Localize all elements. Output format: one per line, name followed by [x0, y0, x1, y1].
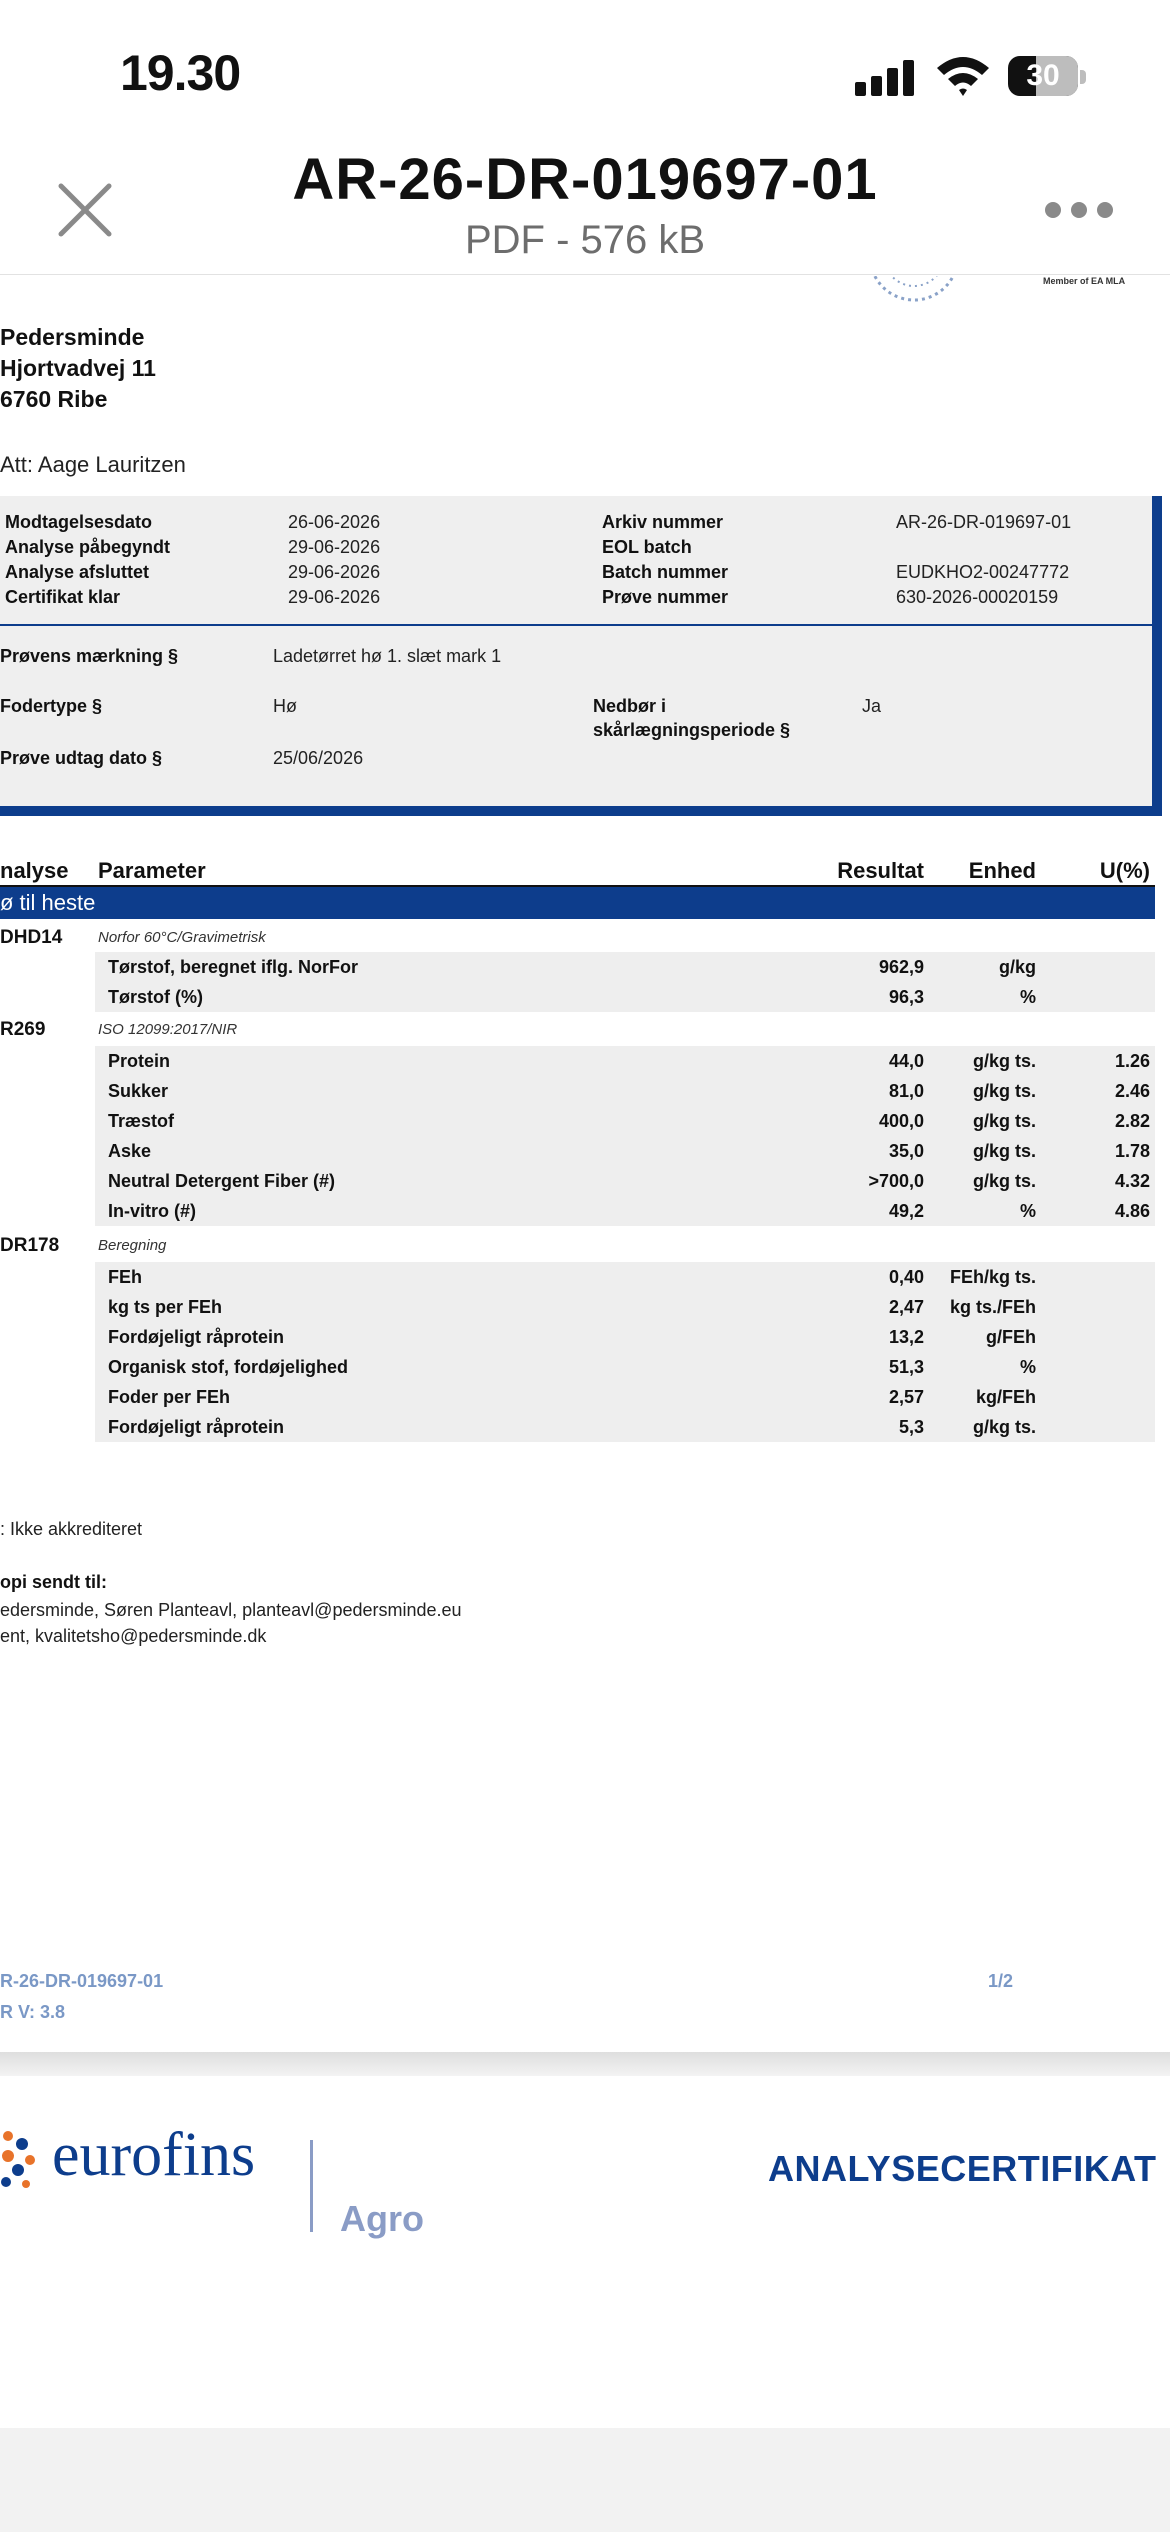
column-header-analyse: nalyse — [0, 858, 69, 883]
info-label: Analyse afsluttet — [5, 562, 150, 582]
battery-icon — [1008, 56, 1078, 96]
info-value: 29-06-2026 — [288, 587, 381, 607]
info-label: EOL batch — [602, 537, 692, 557]
parameter-result: 0,40 — [888, 1267, 924, 1287]
info-divider — [0, 624, 1152, 626]
parameter-name: Fordøjeligt råprotein — [108, 1327, 285, 1347]
pdf-page-1[interactable] — [0, 276, 1170, 2052]
method-description: Beregning — [98, 1237, 167, 1254]
parameter-uncertainty: 2.46 — [1114, 1081, 1150, 1101]
parameter-result: 81,0 — [888, 1081, 924, 1101]
info-label: Prøvens mærkning § — [0, 646, 179, 666]
parameter-result: 962,9 — [878, 957, 924, 977]
more-options-icon[interactable] — [1045, 198, 1115, 222]
parameter-name: Neutral Detergent Fiber (#) — [108, 1171, 336, 1191]
parameter-unit: g/kg ts. — [972, 1171, 1036, 1191]
battery-level: 30 — [1026, 59, 1060, 92]
parameter-name: FEh — [108, 1267, 142, 1287]
table-section-title: ø til heste — [0, 890, 96, 915]
parameter-name: Tørstof (%) — [108, 987, 203, 1007]
document-title: AR-26-DR-019697-01 — [292, 147, 878, 212]
parameter-uncertainty: 1.26 — [1114, 1051, 1150, 1071]
parameter-result: >700,0 — [868, 1171, 924, 1191]
info-value: Ladetørret hø 1. slæt mark 1 — [273, 646, 502, 666]
eurofins-logo-icon — [0, 2126, 40, 2196]
parameter-result: 400,0 — [878, 1111, 924, 1131]
parameter-uncertainty: 1.78 — [1114, 1141, 1150, 1161]
viewer-bottom-area — [0, 2428, 1170, 2532]
info-value: 29-06-2026 — [288, 562, 381, 582]
column-header-enhed: Enhed — [968, 858, 1036, 883]
parameter-name: kg ts per FEh — [108, 1297, 223, 1317]
parameter-unit: g/kg ts. — [972, 1111, 1036, 1131]
footer-reference: R-26-DR-019697-01 — [0, 1971, 164, 1991]
parameter-result: 35,0 — [888, 1141, 924, 1161]
parameter-uncertainty: 4.86 — [1114, 1201, 1150, 1221]
logo-separator — [310, 2140, 313, 2232]
method-description: ISO 12099:2017/NIR — [98, 1021, 238, 1038]
pdf-page-2[interactable] — [0, 2076, 1170, 2428]
footer-version: R V: 3.8 — [0, 2002, 66, 2022]
parameter-unit: g/kg ts. — [972, 1051, 1036, 1071]
parameter-result: 2,47 — [888, 1297, 924, 1317]
address-line: 6760 Ribe — [0, 386, 108, 412]
column-header-uncertainty: U(%) — [1099, 858, 1150, 883]
parameter-name: Organisk stof, fordøjelighed — [108, 1357, 349, 1377]
parameter-result: 96,3 — [888, 987, 924, 1007]
info-label: Prøve udtag dato § — [0, 748, 163, 768]
accreditation-seal-icon — [862, 276, 966, 304]
parameter-unit: FEh/kg ts. — [949, 1267, 1036, 1287]
copy-recipient: edersminde, Søren Planteavl, planteavl@pedersminde.eu — [0, 1600, 462, 1620]
method-code: R269 — [0, 1019, 46, 1040]
document-subtitle: PDF - 576 kB — [464, 218, 706, 262]
parameter-unit: % — [1019, 1201, 1036, 1221]
parameter-unit: g/kg — [998, 957, 1036, 977]
info-value: 29-06-2026 — [288, 537, 381, 557]
sample-info-box — [0, 496, 1162, 816]
method-code: DHD14 — [0, 927, 63, 948]
parameter-result: 44,0 — [888, 1051, 924, 1071]
parameter-unit: % — [1019, 987, 1036, 1007]
eurofins-logo-text: eurofins — [52, 2121, 256, 2189]
info-label: Batch nummer — [602, 562, 729, 582]
seal-caption: Member of EA MLA — [1043, 276, 1126, 286]
certificate-title: ANALYSECERTIFIKAT — [768, 2148, 1157, 2189]
info-value: Ja — [862, 696, 882, 716]
document-header — [0, 140, 1170, 275]
parameter-name: Protein — [108, 1051, 171, 1071]
column-header-resultat: Resultat — [837, 858, 924, 883]
parameter-uncertainty: 2.82 — [1114, 1111, 1150, 1131]
parameter-result: 51,3 — [888, 1357, 924, 1377]
copy-recipient: ent, kvalitetsho@pedersminde.dk — [0, 1626, 267, 1646]
parameter-unit: kg/FEh — [975, 1387, 1036, 1407]
signal-icon — [855, 60, 915, 96]
wifi-icon — [935, 52, 991, 98]
status-time: 19.30 — [120, 45, 241, 101]
parameter-unit: g/kg ts. — [972, 1081, 1036, 1101]
info-value: 630-2026-00020159 — [896, 587, 1059, 607]
logo-subtitle: Agro — [340, 2198, 424, 2239]
method-description: Norfor 60°C/Gravimetrisk — [98, 929, 266, 946]
parameter-unit: g/kg ts. — [972, 1141, 1036, 1161]
info-label: Nedbør i — [593, 696, 667, 716]
parameter-result: 13,2 — [888, 1327, 924, 1347]
parameter-result: 5,3 — [898, 1417, 924, 1437]
parameter-name: Aske — [108, 1141, 152, 1161]
table-row-group — [95, 1046, 1155, 1226]
parameter-uncertainty: 4.32 — [1114, 1171, 1150, 1191]
copy-sent-label: opi sendt til: — [0, 1572, 107, 1592]
parameter-unit: g/kg ts. — [972, 1417, 1036, 1437]
parameter-result: 2,57 — [888, 1387, 924, 1407]
info-value: 25/06/2026 — [273, 748, 364, 768]
info-value: Hø — [273, 696, 297, 716]
parameter-name: Sukker — [108, 1081, 169, 1101]
info-label: Analyse påbegyndt — [5, 537, 171, 557]
parameter-name: In-vitro (#) — [108, 1201, 196, 1221]
parameter-unit: kg ts./FEh — [949, 1297, 1036, 1317]
method-code: DR178 — [0, 1235, 60, 1256]
parameter-result: 49,2 — [888, 1201, 924, 1221]
info-label: Arkiv nummer — [602, 512, 724, 532]
info-label: Certifikat klar — [5, 587, 121, 607]
page-gap — [0, 2052, 1170, 2076]
address-line: Pedersminde — [0, 324, 145, 350]
status-bar — [0, 0, 1170, 150]
table-row-group — [95, 1262, 1155, 1442]
info-value: AR-26-DR-019697-01 — [896, 512, 1072, 532]
attention-line: Att: Aage Lauritzen — [0, 452, 186, 477]
parameter-name: Foder per FEh — [108, 1387, 231, 1407]
parameter-name: Tørstof, beregnet iflg. NorFor — [108, 957, 358, 977]
address-line: Hjortvadvej 11 — [0, 355, 156, 381]
info-label: Modtagelsesdato — [5, 512, 153, 532]
parameter-unit: g/FEh — [986, 1327, 1036, 1347]
info-value: 26-06-2026 — [288, 512, 381, 532]
table-section-bar — [0, 887, 1155, 919]
info-label: Fodertype § — [0, 696, 103, 716]
parameter-unit: % — [1019, 1357, 1036, 1377]
info-label: skårlægningsperiode § — [593, 720, 791, 740]
parameter-name: Træstof — [108, 1111, 175, 1131]
info-label: Prøve nummer — [602, 587, 729, 607]
accreditation-note: : Ikke akkrediteret — [0, 1519, 143, 1539]
info-value: EUDKHO2-00247772 — [896, 562, 1070, 582]
column-header-parameter: Parameter — [98, 858, 206, 883]
footer-page-number: 1/2 — [988, 1971, 1014, 1991]
parameter-name: Fordøjeligt råprotein — [108, 1417, 285, 1437]
